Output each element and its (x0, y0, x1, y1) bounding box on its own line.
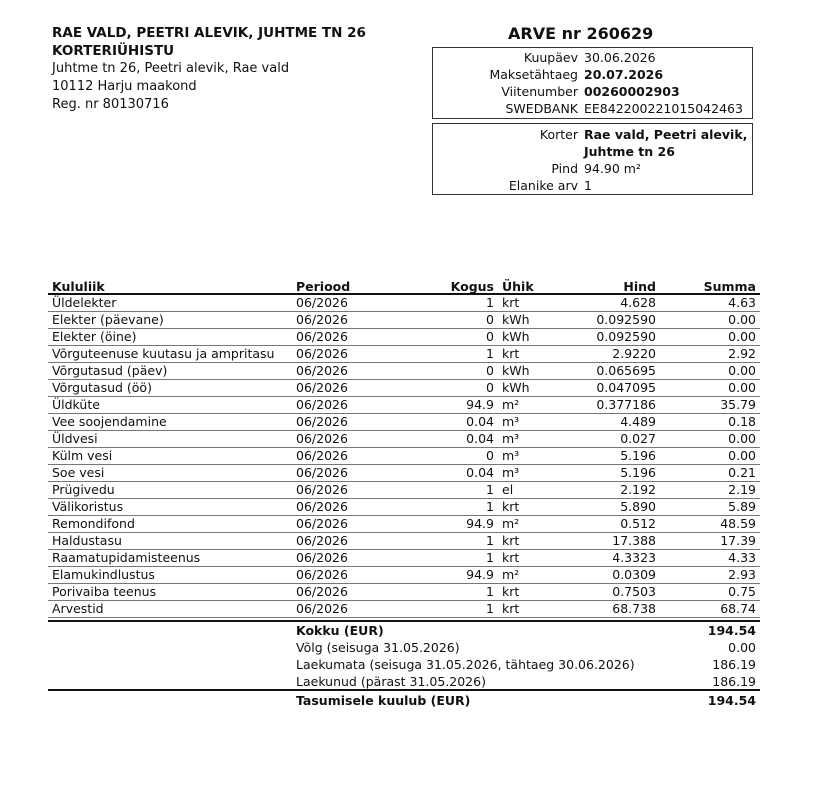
cell-price: 0.092590 (596, 312, 656, 327)
header-period: Periood (296, 279, 351, 294)
cell-qty: 1 (486, 295, 494, 310)
cell-price: 4.3323 (612, 550, 656, 565)
cell-period: 06/2026 (296, 295, 348, 310)
totals-row (48, 622, 760, 639)
cell-unit: kWh (502, 312, 530, 327)
cell-unit: kWh (502, 329, 530, 344)
cell-unit: m³ (502, 465, 520, 480)
invoice-field-label: Maksetähtaeg (489, 67, 578, 82)
cell-period: 06/2026 (296, 516, 348, 531)
totals-row (48, 673, 760, 690)
table-row (48, 295, 760, 312)
table-row (48, 482, 760, 499)
cell-price: 0.047095 (596, 380, 656, 395)
cell-qty: 0 (486, 329, 494, 344)
cell-price: 0.065695 (596, 363, 656, 378)
cell-period: 06/2026 (296, 499, 348, 514)
cell-qty: 94.9 (466, 397, 494, 412)
cell-period: 06/2026 (296, 550, 348, 565)
cell-unit: krt (502, 550, 520, 565)
cell-name: Elekter (päevane) (52, 312, 164, 327)
cell-price: 5.196 (620, 465, 656, 480)
issuer-name: RAE VALD, PEETRI ALEVIK, JUHTME TN 26 (52, 25, 366, 41)
cell-unit: krt (502, 601, 520, 616)
cell-price: 2.9220 (612, 346, 656, 361)
invoice-title (508, 24, 653, 43)
table-row (48, 363, 760, 380)
cell-name: Elamukindlustus (52, 567, 155, 582)
table-row (48, 584, 760, 601)
totals-value: 186.19 (712, 657, 756, 672)
cell-name: Soe vesi (52, 465, 105, 480)
cell-sum: 0.18 (728, 414, 756, 429)
table-header (48, 279, 760, 295)
cell-qty: 0.04 (466, 465, 494, 480)
cell-sum: 17.39 (720, 533, 756, 548)
invoice-field-value: 00260002903 (584, 84, 680, 99)
cell-qty: 1 (486, 499, 494, 514)
cell-period: 06/2026 (296, 482, 348, 497)
invoice-field-value: EE842200221015042463 (584, 101, 743, 116)
cell-sum: 0.00 (728, 329, 756, 344)
apartment-residents (433, 177, 752, 194)
cell-unit: m² (502, 397, 520, 412)
cell-period: 06/2026 (296, 380, 348, 395)
cell-sum: 0.00 (728, 363, 756, 378)
cell-period: 06/2026 (296, 567, 348, 582)
invoice-field (433, 100, 752, 117)
apartment-korter-label: Korter (539, 127, 578, 142)
cell-sum: 0.75 (728, 584, 756, 599)
totals-value: 186.19 (712, 674, 756, 689)
cell-name: Raamatupidamisteenus (52, 550, 201, 565)
issuer-name-line2: KORTERIÜHISTU (52, 43, 175, 59)
final-total-row (48, 692, 760, 709)
apartment-pind-value: 94.90 m² (584, 161, 641, 176)
invoice-field (433, 49, 752, 66)
cell-unit: el (502, 482, 514, 497)
apartment-korter-value: Rae vald, Peetri alevik, (584, 127, 748, 142)
cell-period: 06/2026 (296, 533, 348, 548)
final-divider (48, 689, 760, 691)
header-name: Kululiik (52, 279, 105, 294)
cell-price: 0.0309 (612, 567, 656, 582)
cell-qty: 1 (486, 601, 494, 616)
cell-price: 4.628 (620, 295, 656, 310)
apartment-pind (433, 160, 752, 177)
table-row (48, 533, 760, 550)
apartment-pind-label: Pind (551, 161, 578, 176)
totals-label: Laekumata (seisuga 31.05.2026, tähtaeg 30.06.2026) (296, 657, 635, 672)
cell-name: Vee soojendamine (52, 414, 167, 429)
table-row (48, 414, 760, 431)
cell-name: Üldvesi (52, 431, 98, 446)
cell-qty: 0 (486, 363, 494, 378)
cell-period: 06/2026 (296, 329, 348, 344)
cell-sum: 0.00 (728, 448, 756, 463)
cell-period: 06/2026 (296, 431, 348, 446)
cell-period: 06/2026 (296, 465, 348, 480)
cell-price: 5.890 (620, 499, 656, 514)
cell-price: 0.377186 (596, 397, 656, 412)
cell-price: 5.196 (620, 448, 656, 463)
cell-unit: kWh (502, 380, 530, 395)
totals-label: Kokku (EUR) (296, 623, 384, 638)
invoice-field (433, 66, 752, 83)
cell-sum: 4.63 (728, 295, 756, 310)
cell-period: 06/2026 (296, 363, 348, 378)
table-row (48, 550, 760, 567)
cell-sum: 68.74 (720, 601, 756, 616)
cell-name: Remondifond (52, 516, 135, 531)
invoice-field-value: 20.07.2026 (584, 67, 664, 82)
table-row (48, 465, 760, 482)
cell-name: Külm vesi (52, 448, 113, 463)
cell-price: 68.738 (612, 601, 656, 616)
cell-unit: m² (502, 516, 520, 531)
apartment-residents-value: 1 (584, 178, 592, 193)
cell-name: Haldustasu (52, 533, 122, 548)
table-row (48, 329, 760, 346)
table-row (48, 397, 760, 414)
cell-sum: 2.92 (728, 346, 756, 361)
cell-name: Prügivedu (52, 482, 115, 497)
cell-sum: 4.33 (728, 550, 756, 565)
cell-unit: krt (502, 533, 520, 548)
table-row (48, 312, 760, 329)
apartment-korter (433, 126, 752, 143)
cell-qty: 1 (486, 584, 494, 599)
invoice-field-label: Kuupäev (523, 50, 578, 65)
apartment-info-box (432, 123, 753, 195)
cell-sum: 5.89 (728, 499, 756, 514)
cell-period: 06/2026 (296, 346, 348, 361)
cell-name: Välikoristus (52, 499, 124, 514)
cell-sum: 2.19 (728, 482, 756, 497)
cell-period: 06/2026 (296, 397, 348, 412)
table-row (48, 448, 760, 465)
cell-sum: 35.79 (720, 397, 756, 412)
cell-name: Võrgutasud (öö) (52, 380, 152, 395)
table-row (48, 431, 760, 448)
header-price: Hind (623, 279, 656, 294)
cell-unit: m² (502, 567, 520, 582)
invoice-info-box (432, 47, 753, 119)
cell-price: 0.7503 (612, 584, 656, 599)
totals-label: Võlg (seisuga 31.05.2026) (296, 640, 460, 655)
issuer-block (52, 24, 366, 114)
cell-price: 4.489 (620, 414, 656, 429)
totals-row (48, 656, 760, 673)
invoice-field-label: Viitenumber (501, 84, 578, 99)
cell-price: 0.027 (620, 431, 656, 446)
table-row (48, 567, 760, 584)
cell-unit: kWh (502, 363, 530, 378)
cell-qty: 1 (486, 533, 494, 548)
cell-qty: 0.04 (466, 431, 494, 446)
cell-unit: krt (502, 584, 520, 599)
cell-unit: m³ (502, 414, 520, 429)
cell-price: 17.388 (612, 533, 656, 548)
cell-unit: krt (502, 346, 520, 361)
cell-name: Üldelekter (52, 295, 117, 310)
cell-price: 0.092590 (596, 329, 656, 344)
cell-name: Porivaiba teenus (52, 584, 157, 599)
apartment-residents-label: Elanike arv (508, 178, 578, 193)
totals-row (48, 639, 760, 656)
cell-qty: 94.9 (466, 516, 494, 531)
cell-price: 2.192 (620, 482, 656, 497)
cell-qty: 0.04 (466, 414, 494, 429)
cell-period: 06/2026 (296, 448, 348, 463)
table-row (48, 516, 760, 533)
cell-name: Võrguteenuse kuutasu ja ampritasu (52, 346, 275, 361)
cell-sum: 2.93 (728, 567, 756, 582)
cell-period: 06/2026 (296, 312, 348, 327)
cell-sum: 0.00 (728, 312, 756, 327)
cell-qty: 1 (486, 550, 494, 565)
table-row (48, 499, 760, 516)
final-total-value: 194.54 (707, 693, 756, 708)
issuer-address: Juhtme tn 26, Peetri alevik, Rae vald (52, 61, 290, 76)
issuer-postal: 10112 Harju maakond (52, 79, 197, 94)
cell-name: Üldküte (52, 397, 100, 412)
cell-unit: krt (502, 499, 520, 514)
cell-name: Arvestid (52, 601, 104, 616)
cell-qty: 1 (486, 346, 494, 361)
totals-value: 194.54 (707, 623, 756, 638)
cell-sum: 48.59 (720, 516, 756, 531)
cell-sum: 0.21 (728, 465, 756, 480)
cell-name: Võrgutasud (päev) (52, 363, 168, 378)
table-row (48, 346, 760, 363)
cell-period: 06/2026 (296, 414, 348, 429)
cell-qty: 0 (486, 448, 494, 463)
cell-sum: 0.00 (728, 431, 756, 446)
invoice-field-value: 30.06.2026 (584, 50, 656, 65)
cell-unit: m³ (502, 448, 520, 463)
apartment-korter-line2 (433, 143, 752, 160)
cell-qty: 0 (486, 380, 494, 395)
totals-label: Laekunud (pärast 31.05.2026) (296, 674, 486, 689)
invoice-field (433, 83, 752, 100)
table-row (48, 601, 760, 618)
cell-qty: 1 (486, 482, 494, 497)
invoice-number: 260629 (586, 24, 654, 43)
final-total-label: Tasumisele kuulub (EUR) (296, 693, 471, 708)
cell-unit: krt (502, 295, 520, 310)
issuer-reg-number: Reg. nr 80130716 (52, 97, 169, 112)
invoice-title-label: ARVE nr (508, 24, 581, 43)
header-qty: Kogus (450, 279, 494, 294)
header-sum: Summa (703, 279, 756, 294)
apartment-korter-value-line2: Juhtme tn 26 (584, 144, 675, 159)
table-row (48, 380, 760, 397)
cell-qty: 0 (486, 312, 494, 327)
cell-period: 06/2026 (296, 601, 348, 616)
cell-price: 0.512 (620, 516, 656, 531)
totals-value: 0.00 (728, 640, 756, 655)
cell-name: Elekter (öine) (52, 329, 137, 344)
header-unit: Ühik (502, 279, 534, 294)
cell-period: 06/2026 (296, 584, 348, 599)
invoice-field-label: SWEDBANK (505, 101, 578, 116)
cell-unit: m³ (502, 431, 520, 446)
cell-sum: 0.00 (728, 380, 756, 395)
cell-qty: 94.9 (466, 567, 494, 582)
